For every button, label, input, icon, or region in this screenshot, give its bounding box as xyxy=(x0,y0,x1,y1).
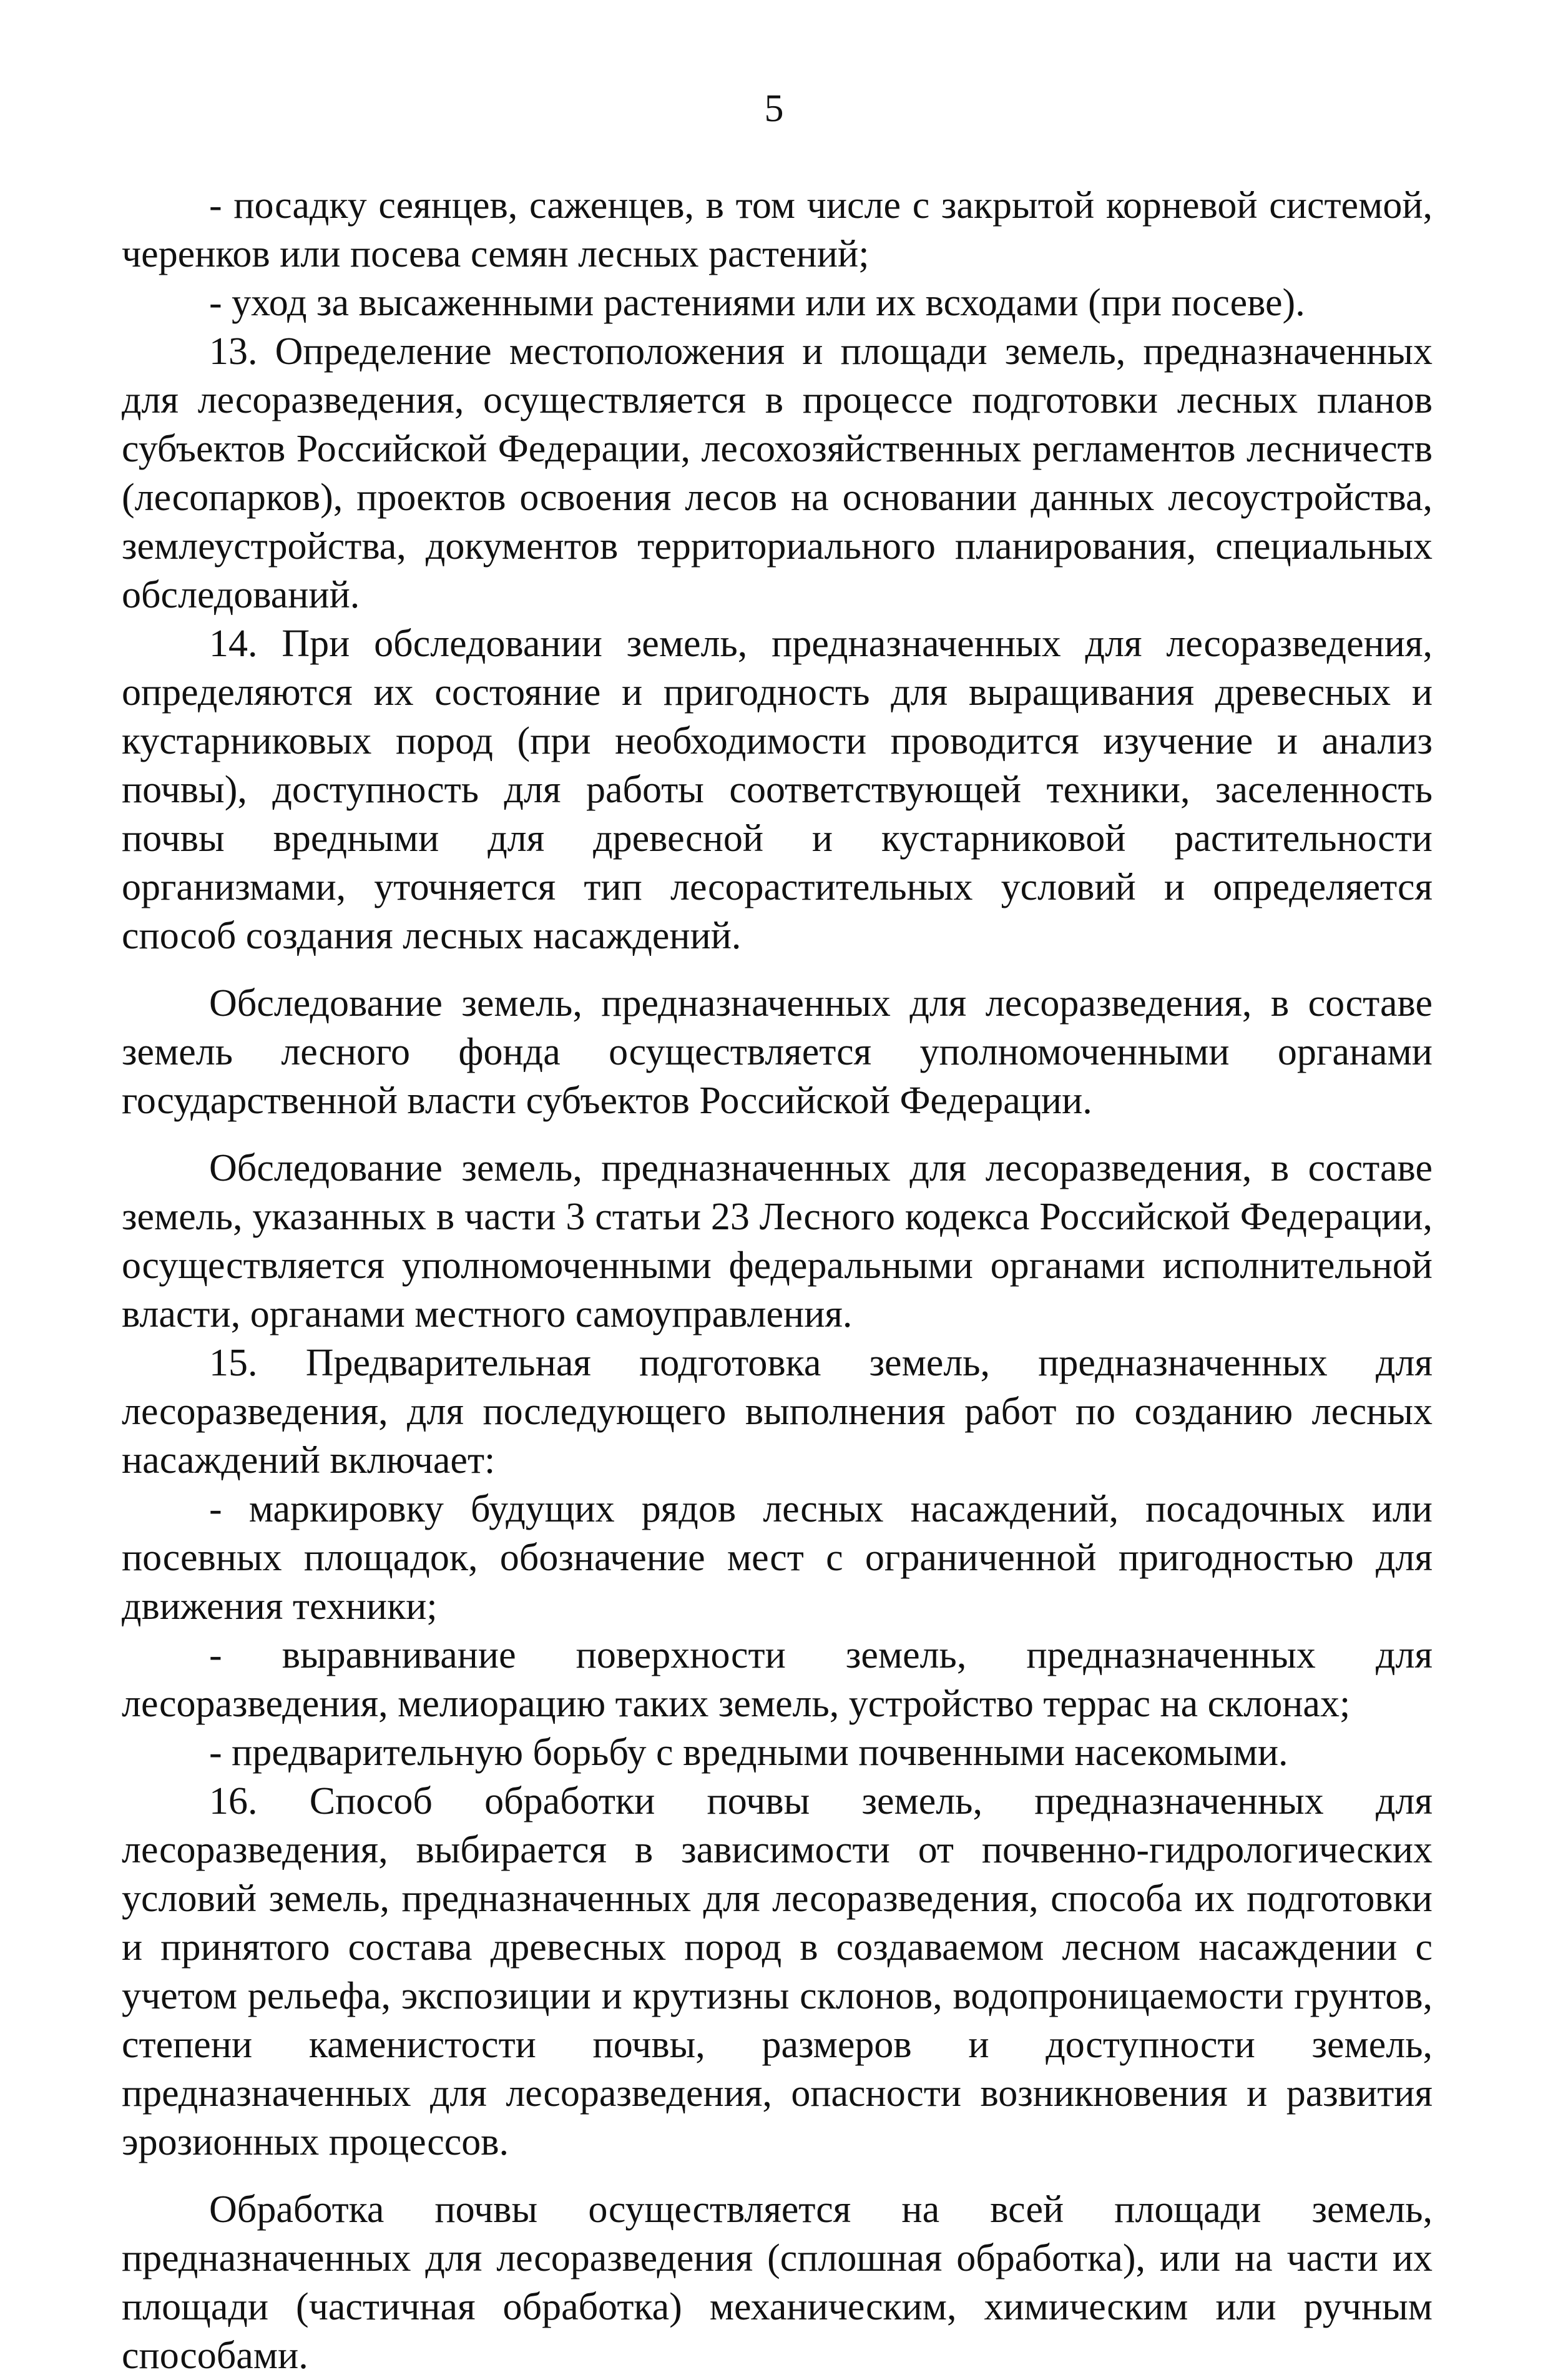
page-number: 5 xyxy=(764,87,784,130)
document-body xyxy=(122,181,1433,2380)
paragraph-item-leveling: - выравнивание поверхности земель, предназначенных для лесоразведения, мелиорацию таких земель, устройство террас на склонах; xyxy=(122,1634,1433,1725)
paragraph-16: 16. Способ обработки почвы земель, предназначенных для лесоразведения, выбирается в зависимости от почвенно-гидрологических условий земель, предназначенных для лесоразведения, способа их подготовки и принятого состава древесных пород в создаваемом лесном насаждении с учетом рельефа, экспозиции и крутизны склонов, водопроницаемости грунтов, степени каменистости почвы, размеров и доступности земель, предназначенных для лесоразведения, опасности возникновения и развития эрозионных процессов. xyxy=(122,1780,1433,2163)
paragraph-14: 14. При обследовании земель, предназначенных для лесоразведения, определяются их состояние и пригодность для выращивания древесных и кустарниковых пород (при необходимости проводится изучение и анализ почвы), доступность для работы соответствующей техники, заселенность почвы вредными для древесной и кустарниковой растительности организмами, уточняется тип лесорастительных условий и определяется способ создания лесных насаждений. xyxy=(122,622,1433,957)
paragraph-item-pest-control: - предварительную борьбу с вредными почвенными насекомыми. xyxy=(209,1731,1288,1774)
paragraph-survey-forest-fund: Обследование земель, предназначенных для лесоразведения, в составе земель лесного фонда осуществляется уполномоченными органами государственной власти субъектов Российской Федерации. xyxy=(122,982,1433,1122)
paragraph-item-marking: - маркировку будущих рядов лесных насаждений, посадочных или посевных площадок, обозначение мест с ограниченной пригодностью для движения техники; xyxy=(122,1488,1433,1628)
paragraph-15: 15. Предварительная подготовка земель, предназначенных для лесоразведения, для последующего выполнения работ по созданию лесных насаждений включает: xyxy=(122,1342,1433,1482)
paragraph-soil-treatment: Обработка почвы осуществляется на всей площади земель, предназначенных для лесоразведения (сплошная обработка), или на части их площади (частичная обработка) механическим, химическим или ручным способами. xyxy=(122,2188,1433,2377)
paragraph-item-care: - уход за высаженными растениями или их всходами (при посеве). xyxy=(209,282,1305,324)
paragraph-survey-other-lands: Обследование земель, предназначенных для лесоразведения, в составе земель, указанных в части 3 статьи 23 Лесного кодекса Российской Федерации, осуществляется уполномоченными федеральными органами исполнительной власти, органами местного самоуправления. xyxy=(122,1147,1433,1335)
paragraph-13: 13. Определение местоположения и площади земель, предназначенных для лесоразведения, осуществляется в процессе подготовки лесных планов субъектов Российской Федерации, лесохозяйственных регламентов лесничеств (лесопарков), проектов освоения лесов на основании данных лесоустройства, землеустройства, документов территориального планирования, специальных обследований. xyxy=(122,330,1433,616)
paragraph-item-planting: - посадку сеянцев, саженцев, в том числе с закрытой корневой системой, черенков или посева семян лесных растений; xyxy=(122,184,1433,275)
